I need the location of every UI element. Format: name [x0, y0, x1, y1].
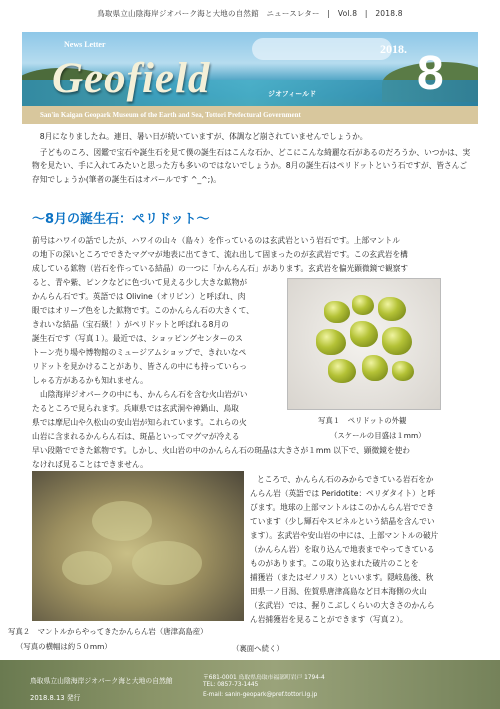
peridot-gem [324, 301, 350, 323]
body-line: 早い段階でできた鉱物です。しかし、火山岩の中のかんらん石の斑晶は大きさが１mm 以下で、顕微鏡を使わ [32, 446, 410, 455]
footer-email: E-mail: sanin-geopark@pref.tottori.lg.jp [203, 692, 318, 698]
photo2-highlight [132, 541, 202, 585]
body-line: 県では摩尼山や久松山の安山岩が知られています。これらの火 [32, 418, 247, 427]
photo2-caption: 写真２ マントルからやってきたかんらん岩（唐津高島産） [8, 627, 208, 636]
peridot-gem [316, 329, 346, 355]
body-line: なければ見ることはできません。 [32, 460, 148, 469]
geofield-logo: Geofield [52, 55, 211, 102]
body-line: （玄武岩）では、握りこぶしくらいの大きさのかんら [250, 601, 435, 610]
body-line: ています（少し輝石やスピネルという結晶を含んでい [250, 517, 435, 526]
body-line: 捕獲岩（またはゼノリス）といいます。隠岐島後、秋 [250, 573, 434, 582]
masthead-banner [22, 32, 478, 124]
body-line: 山岩に含まれるかんらん石は、斑晶といってマグマが冷える [32, 432, 240, 441]
peridot-gem [392, 361, 414, 381]
body-line: しゃる方があるかも知れません。 [32, 376, 148, 385]
newsletter-label: News Letter [64, 40, 106, 49]
peridot-gem [362, 355, 388, 381]
body-line: ところで、かんらん石のみからできている岩石をか [257, 475, 434, 484]
body-line: ると、青や紫、ピンクなどに色づいて見える少し大きな鉱物が [32, 278, 248, 287]
body-line: ます）。玄武岩や安山岩の中には、上部マントルの破片 [250, 531, 439, 540]
body-line: びます。地球の上部マントルはこのかんらん岩ででき [250, 503, 434, 512]
continued-note: （裏面へ続く） [232, 644, 284, 653]
banner-cloud [252, 38, 392, 60]
issue-year: 2018. [380, 42, 407, 56]
peridotite-photo [32, 471, 244, 621]
body-line: 成している鉱物（岩石を作っている結晶）の一つに「かんらん石」があります。玄武岩を偏光顕微鏡で観察す [32, 264, 409, 273]
museum-tagline: San'in Kaigan Geopark Museum of the Earth and Sea, Tottori Prefectural Government [40, 111, 301, 119]
footer-address: 〒681-0001 鳥取県鳥取市福部町岩戸 1794-4 [203, 675, 325, 681]
newsletter-topline: 鳥取県立山陰海岸ジオパーク海と大地の自然館 ニュースレター | Vol.8 | 2018.8 [97, 9, 403, 18]
body-line: （かんらん岩）を取り込んで地表までやってきている [250, 545, 435, 554]
section-heading: ～8月の誕生石：ペリドット～ [32, 212, 210, 227]
body-line: ん岩捕獲岩を見ることができます（写真２）。 [250, 615, 408, 624]
peridot-photo [287, 278, 441, 410]
body-line: きれいな結晶（宝石級！）がペリドットと呼ばれる8月の [32, 320, 229, 329]
body-line: ものがあります。この取り込まれた破片のことを [250, 559, 419, 568]
footer-tel: TEL: 0857-73-1445 [203, 682, 259, 688]
photo2-scale-note: （写真の横幅は約５０mm） [16, 642, 112, 651]
geofield-logo-sub: ジオフィールド [268, 90, 317, 98]
photo1-scale-note: （スケールの目盛は１mm） [330, 431, 426, 440]
intro-paragraph-1: 8月になりましたね。連日、暑い日が続いていますが、体調など崩されていませんでしょうか。 [39, 132, 368, 141]
intro-paragraph-2: 子どものころ、図鑑で宝石や誕生石を見て僕の誕生石はこんな石か、どこにこんな綺麗な石があるのだろうか、いつかは、実物を見たい、手に入れてみたいと思った方も多いのではないでしょうか。8月の誕生石はペリドットという石ですが、皆さんご存知でしょうか(筆者の誕生石はオパールです ^_^;)。 [32, 148, 471, 184]
body-line: リドットを見かけることがあり、皆さんの中にも持っていらっ [32, 362, 247, 371]
body-line: んらん岩（英語では Peridotite：ペリダタイト）と呼 [250, 489, 436, 498]
body-line: の地下の深いところでできたマグマが地表に出てきて、流れ出して固まったのが玄武岩です。この玄武岩を構 [32, 250, 408, 259]
body-line: トーン売り場や博物館のミュージアムショップで、きれいなペ [32, 348, 247, 357]
body-line: 誕生石です（写真１）。最近では、ショッピングセンターのス [32, 334, 243, 343]
footer [0, 660, 500, 709]
peridot-gem [352, 295, 374, 315]
body-line: 山陰海岸ジオパークの中にも、かんらん石を含む火山岩がい [40, 390, 248, 399]
peridot-gem [378, 297, 406, 321]
body-line: 前号はハワイの話でしたが、ハワイの山々（島々）を作っているのは玄武岩という岩石です。上部マントル [32, 236, 400, 245]
photo2-highlight [92, 501, 152, 541]
body-line: 眼ではオリーブ色をした鉱物です。このかんらん石の大きくて、 [32, 306, 254, 315]
footer-date: 2018.8.13 発行 [30, 694, 81, 702]
body-line: かんらん石です。英語では Olivine（オリビン）と呼ばれ、肉 [32, 292, 246, 301]
body-line: 田県一ノ目潟、佐賀県唐津高島など日本海側の火山 [250, 587, 427, 596]
photo2-highlight [62, 551, 112, 585]
peridot-gem [350, 321, 378, 347]
photo1-caption: 写真１ ペリドットの外観 [318, 416, 407, 425]
peridot-gem [382, 327, 412, 355]
issue-number: 8 [417, 47, 444, 100]
peridot-gem [328, 359, 356, 383]
body-line: たるところで見られます。兵庫県では玄武洞や神鍋山、鳥取 [32, 404, 239, 413]
footer-org: 鳥取県立山陰海岸ジオパーク海と大地の自然館 [30, 677, 173, 685]
